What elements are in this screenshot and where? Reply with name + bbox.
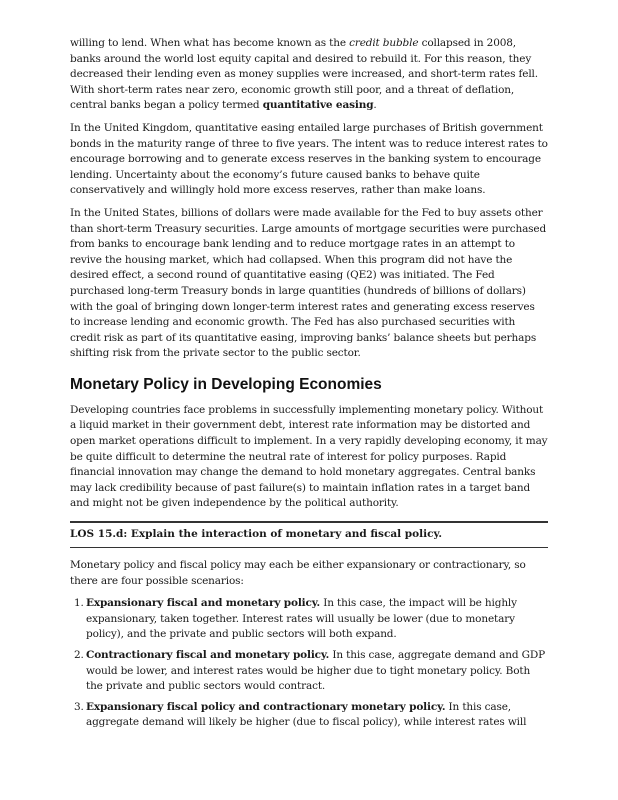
paragraph-united-states: In the United States, billions of dollars were made available for the Fed to buy assets other than short-term Treasury securities. Large amounts of mortgage securities were purchased from banks to encourage bank lending and to reduce mortgage rates in an attempt to revive the housing market, which had collapsed. When this program did not have the desired effect, a second round of quantitative easing (QE2) was initiated. The Fed purchased long-term Treasury bonds in large quantities (hundreds of billions of dollars) with the goal of bringing down longer-term interest rates and generating excess reserves to increase lending and economic growth. The Fed has also purchased securities with credit risk as part of its quantitative easing, improving banks’ balance sheets but perhaps shifting risk from the private sector to the public sector. — [70, 206, 547, 360]
list-item-text: In this case, aggregate demand will likely be higher (due to fiscal policy), while interest rates will — [86, 700, 527, 729]
document-page — [70, 36, 548, 736]
paragraph-text: willing to lend. When what has become known as the — [70, 37, 350, 49]
list-item-text: In this case, the impact will be highly expansionary, taken together. Interest rates will usually be lower (due to monetary policy), and the private and public sectors will both expand. — [86, 597, 517, 641]
paragraph-scenarios-intro: Monetary policy and fiscal policy may each be either expansionary or contractionary, so there are four possible scenarios: — [70, 559, 526, 587]
paragraph-united-kingdom: In the United Kingdom, quantitative easing entailed large purchases of British government bonds in the maturity range of three to five years. The intent was to reduce interest rates to encourage borrowing and to generate excess reserves in the banking system to encourage lending. Uncertainty about the economy’s future caused banks to behave quite conservatively and willingly hold more excess reserves, rather than make loans. — [70, 121, 548, 197]
paragraph-text: . — [373, 99, 377, 112]
list-item-title: Expansionary fiscal and monetary policy. — [86, 597, 321, 610]
paragraph-text: collapsed in 2008, banks around the world lost equity capital and desired to rebuild it. For this reason, they decreased their lending even as money supplies were increased, and short-term rates fell. With short-term rates near zero, economic growth still poor, and a threat of deflation, central banks began a policy termed — [70, 37, 538, 112]
list-item-text: In this case, aggregate demand and GDP would be lower, and interest rates would be higher due to tight monetary policy. Both the private and public sectors would contract. — [86, 649, 546, 693]
list-item — [70, 648, 548, 695]
los-statement: LOS 15.d: Explain the interaction of monetary and fiscal policy. — [70, 521, 548, 548]
list-number: 1. — [74, 597, 84, 610]
credit-bubble-term: credit bubble — [349, 37, 419, 49]
quantitative-easing-term: quantitative easing — [262, 99, 374, 112]
paragraph-developing-economies: Developing countries face problems in successfully implementing monetary policy. Without a liquid market in their government debt, interest rate information may be distorted and open market operations difficult to implement. In a very rapidly developing economy, it may be quite difficult to determine the neutral rate of interest for policy purposes. Rapid financial innovation may change the demand to hold monetary aggregates. Central banks may lack credibility because of past failure(s) to maintain inflation rates in a target band and might not be given independence by the political authority. — [70, 403, 548, 510]
list-number: 3. — [74, 700, 84, 713]
list-item-title: Contractionary fiscal and monetary policy. — [86, 649, 330, 661]
section-heading: Monetary Policy in Developing Economies — [70, 375, 382, 393]
list-item — [70, 596, 548, 643]
list-item — [70, 700, 548, 731]
list-item-title: Expansionary fiscal policy and contractionary monetary policy. — [86, 700, 446, 713]
scenario-list — [70, 596, 548, 731]
paragraph-credit-bubble — [70, 36, 548, 114]
list-number: 2. — [74, 649, 84, 661]
